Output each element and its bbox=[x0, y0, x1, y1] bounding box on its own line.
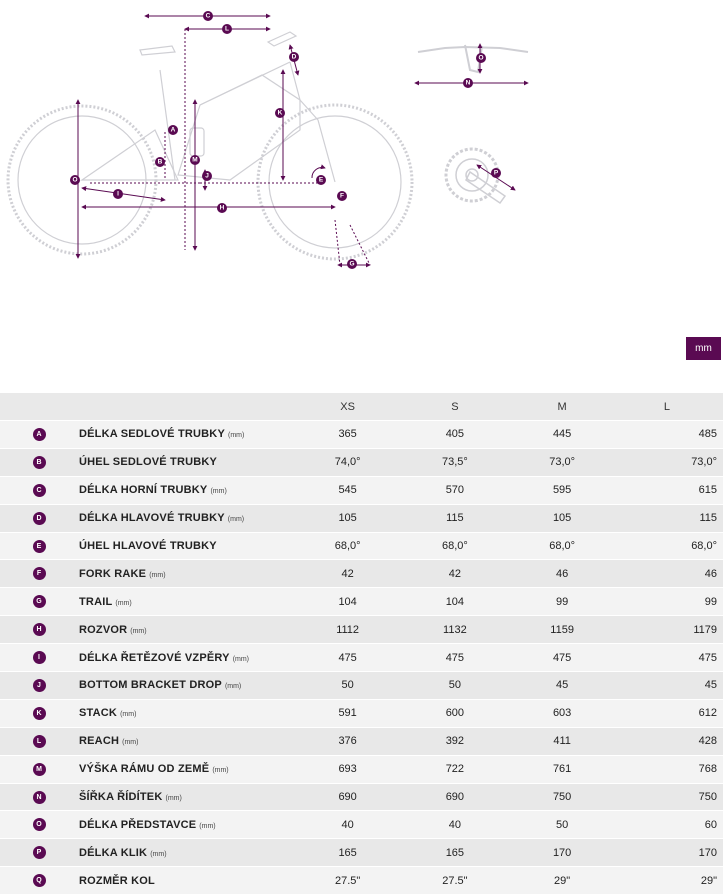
diagram-label: B bbox=[157, 158, 163, 166]
table-header-row bbox=[0, 393, 723, 421]
diagram-label: C bbox=[205, 12, 211, 20]
row-letter-cell bbox=[0, 755, 78, 783]
row-letter-badge: M bbox=[33, 763, 46, 776]
table-row bbox=[0, 811, 723, 839]
row-letter-badge: J bbox=[33, 679, 46, 692]
value-cell: 68,0° bbox=[294, 532, 401, 560]
parameter-name: ŠÍŘKA ŘÍDÍTEK bbox=[79, 791, 163, 804]
row-letter-cell bbox=[0, 867, 78, 894]
value-cell: 42 bbox=[401, 560, 508, 588]
parameter-name: VÝŠKA RÁMU OD ZEMĚ bbox=[79, 763, 210, 776]
value-cell: 750 bbox=[616, 783, 723, 811]
size-header-s: S bbox=[401, 393, 508, 421]
value-cell: 115 bbox=[616, 504, 723, 532]
row-letter-cell bbox=[0, 811, 78, 839]
value-cell: 445 bbox=[509, 421, 616, 449]
value-cell: 595 bbox=[509, 476, 616, 504]
geometry-table bbox=[0, 393, 723, 894]
parameter-unit: (mm) bbox=[150, 850, 167, 858]
diagram-label: G bbox=[349, 260, 355, 268]
row-letter-cell bbox=[0, 476, 78, 504]
row-letter-cell bbox=[0, 588, 78, 616]
row-name-cell bbox=[78, 699, 294, 727]
row-letter-badge: E bbox=[33, 540, 46, 553]
row-name-cell bbox=[78, 783, 294, 811]
parameter-name: DÉLKA KLIK bbox=[79, 846, 148, 859]
value-cell: 170 bbox=[509, 839, 616, 867]
table-row bbox=[0, 504, 723, 532]
parameter-name: ROZVOR bbox=[79, 623, 128, 636]
value-cell: 40 bbox=[294, 811, 401, 839]
value-cell: 104 bbox=[401, 588, 508, 616]
value-cell: 68,0° bbox=[509, 532, 616, 560]
row-name-cell bbox=[78, 476, 294, 504]
parameter-name: DÉLKA SEDLOVÉ TRUBKY bbox=[79, 428, 225, 441]
parameter-unit: (mm) bbox=[122, 739, 139, 747]
parameter-unit: (mm) bbox=[228, 432, 245, 440]
table-row bbox=[0, 616, 723, 644]
parameter-name: DÉLKA HORNÍ TRUBKY bbox=[79, 484, 208, 497]
unit-toggle-button[interactable]: mm bbox=[686, 337, 721, 360]
parameter-name: TRAIL bbox=[79, 595, 113, 608]
parameter-unit: (mm) bbox=[232, 655, 250, 663]
parameter-unit: (mm) bbox=[227, 516, 245, 524]
value-cell: 74,0° bbox=[294, 448, 401, 476]
value-cell: 365 bbox=[294, 421, 401, 449]
value-cell: 50 bbox=[509, 811, 616, 839]
table-row bbox=[0, 783, 723, 811]
row-name-cell bbox=[78, 811, 294, 839]
row-letter-badge: K bbox=[33, 707, 46, 720]
row-letter-cell bbox=[0, 448, 78, 476]
row-letter-cell bbox=[0, 699, 78, 727]
value-cell: 1179 bbox=[616, 616, 723, 644]
value-cell: 1112 bbox=[294, 616, 401, 644]
row-letter-badge: C bbox=[33, 484, 46, 497]
value-cell: 115 bbox=[401, 504, 508, 532]
table-row bbox=[0, 727, 723, 755]
value-cell: 29" bbox=[509, 867, 616, 894]
table-row bbox=[0, 560, 723, 588]
row-letter-badge: O bbox=[33, 818, 46, 831]
value-cell: 693 bbox=[294, 755, 401, 783]
diagram-label: F bbox=[340, 192, 344, 200]
value-cell: 615 bbox=[616, 476, 723, 504]
value-cell: 68,0° bbox=[401, 532, 508, 560]
value-cell: 40 bbox=[401, 811, 508, 839]
row-name-cell bbox=[78, 727, 294, 755]
diagram-label: L bbox=[225, 25, 229, 33]
table-row bbox=[0, 755, 723, 783]
row-letter-cell bbox=[0, 727, 78, 755]
table-row bbox=[0, 421, 723, 449]
diagram-label: P bbox=[493, 169, 499, 177]
row-name-cell bbox=[78, 672, 294, 700]
row-name-cell bbox=[78, 616, 294, 644]
value-cell: 768 bbox=[616, 755, 723, 783]
row-letter-badge: I bbox=[33, 651, 46, 664]
table-row bbox=[0, 699, 723, 727]
value-cell: 27.5" bbox=[401, 867, 508, 894]
parameter-name: DÉLKA HLAVOVÉ TRUBKY bbox=[79, 512, 225, 525]
row-letter-badge: L bbox=[33, 735, 46, 748]
table-row bbox=[0, 476, 723, 504]
table-row bbox=[0, 672, 723, 700]
diagram-label: K bbox=[277, 109, 283, 117]
row-name-cell bbox=[78, 867, 294, 894]
value-cell: 475 bbox=[401, 644, 508, 672]
size-header-l: L bbox=[616, 393, 723, 421]
parameter-name: BOTTOM BRACKET DROP bbox=[79, 679, 222, 692]
diagram-label: A bbox=[170, 126, 176, 134]
row-letter-badge: F bbox=[33, 567, 46, 580]
row-letter-badge: Q bbox=[33, 874, 46, 887]
row-letter-cell bbox=[0, 421, 78, 449]
parameter-unit: (mm) bbox=[210, 488, 227, 496]
diagram-label: H bbox=[219, 204, 225, 212]
parameter-name: ROZMĚR KOL bbox=[79, 874, 155, 887]
diagram-label: O bbox=[478, 54, 484, 62]
row-letter-badge: A bbox=[33, 428, 46, 441]
parameter-unit: (mm) bbox=[120, 711, 137, 719]
value-cell: 50 bbox=[294, 672, 401, 700]
value-cell: 45 bbox=[509, 672, 616, 700]
value-cell: 165 bbox=[294, 839, 401, 867]
value-cell: 104 bbox=[294, 588, 401, 616]
value-cell: 99 bbox=[509, 588, 616, 616]
parameter-unit: (mm) bbox=[212, 767, 229, 775]
value-cell: 68,0° bbox=[616, 532, 723, 560]
value-cell: 475 bbox=[616, 644, 723, 672]
value-cell: 475 bbox=[509, 644, 616, 672]
header-parameter bbox=[78, 393, 294, 421]
parameter-unit: (mm) bbox=[115, 599, 132, 607]
parameter-unit: (mm) bbox=[165, 795, 182, 803]
row-letter-cell bbox=[0, 783, 78, 811]
value-cell: 612 bbox=[616, 699, 723, 727]
parameter-unit: (mm) bbox=[224, 683, 242, 691]
diagram-label: E bbox=[318, 176, 324, 184]
diagram-label: I bbox=[117, 190, 119, 198]
value-cell: 570 bbox=[401, 476, 508, 504]
row-letter-cell bbox=[0, 672, 78, 700]
table-row bbox=[0, 588, 723, 616]
value-cell: 27.5" bbox=[294, 867, 401, 894]
bike-geometry-diagram bbox=[0, 0, 723, 290]
row-name-cell bbox=[78, 560, 294, 588]
parameter-name: REACH bbox=[79, 735, 120, 748]
value-cell: 405 bbox=[401, 421, 508, 449]
value-cell: 45 bbox=[616, 672, 723, 700]
parameter-name: DÉLKA ŘETĚZOVÉ VZPĚRY bbox=[79, 651, 230, 664]
handlebar-diagram bbox=[418, 45, 528, 72]
value-cell: 603 bbox=[509, 699, 616, 727]
value-cell: 1159 bbox=[509, 616, 616, 644]
table-row bbox=[0, 448, 723, 476]
value-cell: 73,0° bbox=[616, 448, 723, 476]
diagram-label: M bbox=[192, 156, 198, 164]
value-cell: 722 bbox=[401, 755, 508, 783]
row-letter-cell bbox=[0, 644, 78, 672]
value-cell: 690 bbox=[294, 783, 401, 811]
value-cell: 600 bbox=[401, 699, 508, 727]
value-cell: 411 bbox=[509, 727, 616, 755]
value-cell: 60 bbox=[616, 811, 723, 839]
value-cell: 545 bbox=[294, 476, 401, 504]
parameter-name: FORK RAKE bbox=[79, 567, 147, 580]
value-cell: 105 bbox=[294, 504, 401, 532]
value-cell: 690 bbox=[401, 783, 508, 811]
table-row bbox=[0, 532, 723, 560]
value-cell: 73,5° bbox=[401, 448, 508, 476]
row-letter-badge: H bbox=[33, 623, 46, 636]
row-name-cell bbox=[78, 532, 294, 560]
row-name-cell bbox=[78, 755, 294, 783]
value-cell: 46 bbox=[509, 560, 616, 588]
row-name-cell bbox=[78, 644, 294, 672]
diagram-label: J bbox=[205, 172, 209, 180]
diagram-label: O bbox=[72, 176, 78, 184]
row-name-cell bbox=[78, 588, 294, 616]
size-header-xs: XS bbox=[294, 393, 401, 421]
row-letter-badge: G bbox=[33, 595, 46, 608]
diagram-label: N bbox=[465, 79, 471, 87]
value-cell: 591 bbox=[294, 699, 401, 727]
value-cell: 750 bbox=[509, 783, 616, 811]
value-cell: 46 bbox=[616, 560, 723, 588]
row-letter-badge: P bbox=[33, 846, 46, 859]
table-row bbox=[0, 839, 723, 867]
row-letter-cell bbox=[0, 504, 78, 532]
parameter-unit: (mm) bbox=[199, 822, 216, 830]
row-letter-cell bbox=[0, 560, 78, 588]
diagram-label: D bbox=[291, 53, 297, 61]
value-cell: 73,0° bbox=[509, 448, 616, 476]
value-cell: 170 bbox=[616, 839, 723, 867]
parameter-unit: (mm) bbox=[149, 571, 166, 579]
value-cell: 392 bbox=[401, 727, 508, 755]
row-letter-cell bbox=[0, 839, 78, 867]
value-cell: 761 bbox=[509, 755, 616, 783]
parameter-name: ÚHEL HLAVOVÉ TRUBKY bbox=[79, 540, 217, 552]
row-name-cell bbox=[78, 839, 294, 867]
header-letter bbox=[0, 393, 78, 421]
parameter-name: STACK bbox=[79, 707, 118, 720]
value-cell: 50 bbox=[401, 672, 508, 700]
value-cell: 1132 bbox=[401, 616, 508, 644]
row-name-cell bbox=[78, 504, 294, 532]
value-cell: 42 bbox=[294, 560, 401, 588]
size-header-m: M bbox=[509, 393, 616, 421]
row-name-cell bbox=[78, 421, 294, 449]
dimension-lines bbox=[78, 16, 528, 265]
value-cell: 29" bbox=[616, 867, 723, 894]
table-row bbox=[0, 867, 723, 894]
value-cell: 376 bbox=[294, 727, 401, 755]
parameter-unit: (mm) bbox=[130, 627, 147, 635]
row-letter-cell bbox=[0, 616, 78, 644]
value-cell: 105 bbox=[509, 504, 616, 532]
parameter-name: ÚHEL SEDLOVÉ TRUBKY bbox=[79, 456, 218, 469]
value-cell: 475 bbox=[294, 644, 401, 672]
value-cell: 428 bbox=[616, 727, 723, 755]
row-name-cell bbox=[78, 448, 294, 476]
value-cell: 485 bbox=[616, 421, 723, 449]
row-letter-badge: N bbox=[33, 791, 46, 804]
row-letter-cell bbox=[0, 532, 78, 560]
row-letter-badge: B bbox=[33, 456, 46, 469]
parameter-name: DÉLKA PŘEDSTAVCE bbox=[79, 818, 197, 831]
value-cell: 165 bbox=[401, 839, 508, 867]
value-cell: 99 bbox=[616, 588, 723, 616]
row-letter-badge: D bbox=[33, 512, 46, 525]
bike-outline bbox=[8, 32, 412, 259]
table-row bbox=[0, 644, 723, 672]
